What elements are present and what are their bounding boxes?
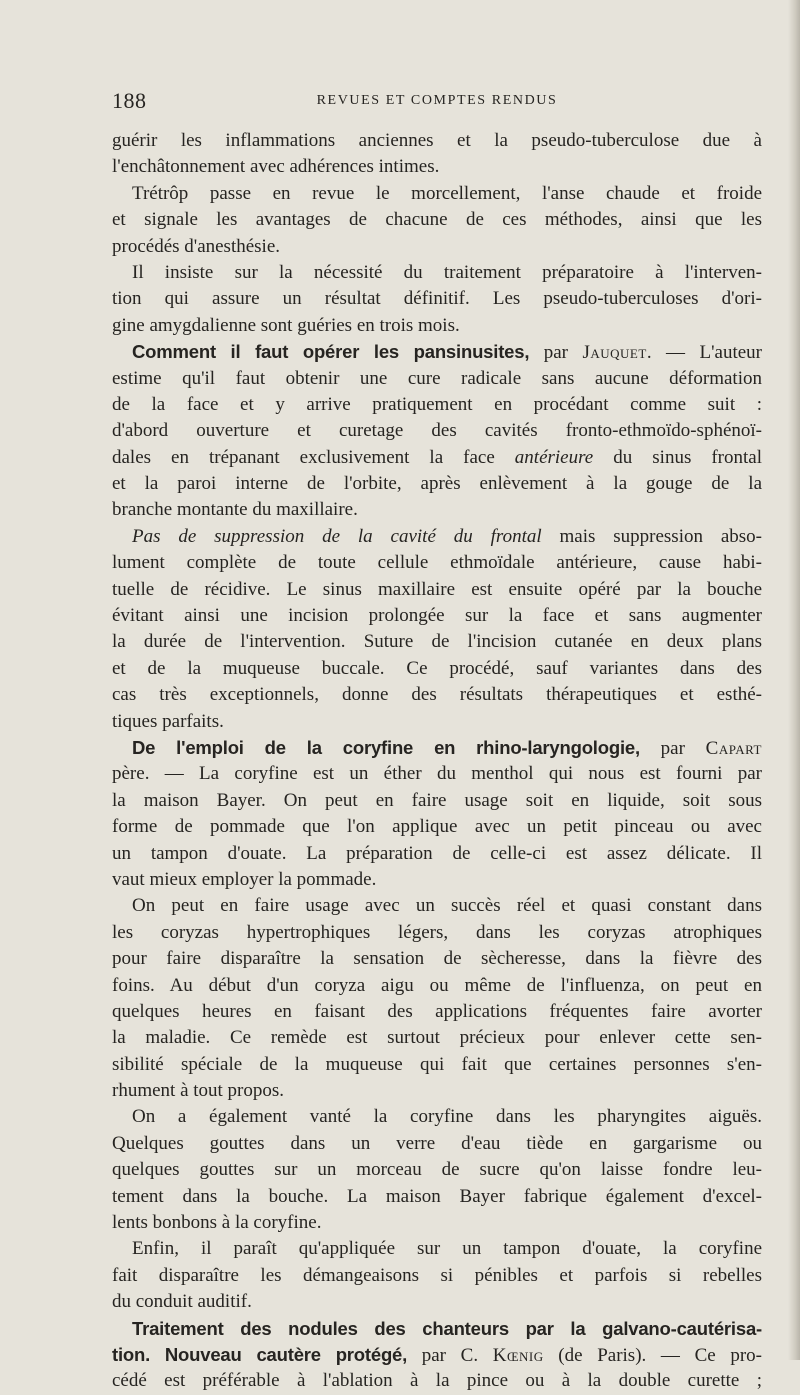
text-line (112, 788, 762, 814)
text-segment: et signale les avantages de chacune de ces méthodes, ainsi que les (112, 209, 762, 231)
text-line (112, 814, 762, 840)
text-segment: par (639, 737, 706, 759)
text-segment: rhument à tout propos. (112, 1080, 285, 1102)
text-segment: On a également vanté la coryfine dans les pharyngites aiguës. (132, 1106, 762, 1128)
text-segment: du sinus frontal (593, 446, 762, 468)
author-name: Kœnig (492, 1344, 544, 1366)
text-line (112, 392, 762, 418)
text-line (112, 973, 762, 999)
page-edge (788, 0, 800, 1360)
text-segment: branche montante du maxillaire. (112, 499, 358, 521)
text-segment: d'abord ouverture et curetage des cavités fronto-ethmoïdo-sphénoï- (112, 420, 762, 442)
text-segment: On peut en faire usage avec un succès réel et quasi constant dans (132, 895, 762, 917)
text-line (112, 603, 762, 629)
text-line (112, 1236, 762, 1262)
text-line (112, 761, 762, 787)
text-line (112, 471, 762, 497)
text-segment: de la face et y arrive pratiquement en procédant comme suit : (112, 393, 762, 415)
text-segment: évitant ainsi une incision prolongée sur la face et sans augmenter (112, 605, 762, 627)
text-line (112, 1184, 762, 1210)
text-segment: Il insiste sur la nécessité du traitement préparatoire à l'interven- (132, 261, 762, 283)
text-line (112, 841, 762, 867)
text-segment: quelques heures en faisant des applications fréquentes faire avorter (112, 1000, 762, 1022)
author-name: Capart (705, 737, 762, 759)
text-segment: foins. Au début d'un coryza aigu ou même de l'influenza, on peut en (112, 974, 762, 996)
text-line (112, 1342, 762, 1368)
text-segment: estime qu'il faut obtenir une cure radicale sans aucune déformation (112, 367, 762, 389)
text-line (112, 577, 762, 603)
page-number: 188 (112, 88, 147, 113)
text-segment: par C. (407, 1344, 493, 1366)
page-header (112, 88, 762, 118)
text-segment: un tampon d'ouate. La préparation de celle-ci est assez délicate. Il (112, 842, 762, 864)
text-segment: fait disparaître les démangeaisons si pénibles et parfois si rebelles (112, 1264, 762, 1286)
text-segment: sibilité spéciale de la muqueuse qui fait que certaines personnes s'en- (112, 1053, 762, 1075)
text-line (112, 550, 762, 576)
text-segment: et de la muqueuse buccale. Ce procédé, sauf variantes dans des (112, 657, 762, 679)
text-segment: dales en trépanant exclusivement la face (112, 446, 515, 468)
text-segment: lument complète de toute cellule ethmoïdale antérieure, cause habi- (112, 552, 762, 574)
emphasis-text: antérieure (514, 446, 594, 468)
text-line (112, 1289, 762, 1315)
text-line (112, 128, 762, 154)
text-segment: la maison Bayer. On peut en faire usage soit en liquide, soit sous (112, 789, 762, 811)
text-segment: par (529, 342, 583, 364)
text-line (112, 656, 762, 682)
text-line (112, 1316, 762, 1342)
text-line (112, 181, 762, 207)
text-segment: vaut mieux employer la pommade. (112, 868, 377, 890)
text-segment: les coryzas hypertrophiques légers, dans les coryzas atrophiques (112, 921, 762, 943)
text-line (112, 1104, 762, 1130)
text-segment: gine amygdalienne sont guéries en trois mois. (112, 314, 460, 336)
text-line (112, 339, 762, 365)
text-segment: guérir les inflammations anciennes et la pseudo-tuberculose due à (112, 130, 762, 151)
text-line (112, 999, 762, 1025)
text-segment: pour faire disparaître la sensation de sècheresse, dans la fièvre des (112, 948, 762, 970)
text-line (112, 1025, 762, 1051)
text-segment: Trétrôp passe en revue le morcellement, l'anse chaude et froide (132, 182, 762, 204)
text-segment: forme de pommade que l'on applique avec un petit pinceau ou avec (112, 816, 762, 838)
text-line (112, 1210, 762, 1236)
section-heading: De l'emploi de la coryfine en rhino-laryngologie, (132, 736, 640, 758)
text-segment: tement dans la bouche. La maison Bayer fabrique également d'excel- (112, 1185, 762, 1207)
text-segment: mais suppression abso- (541, 525, 762, 547)
emphasis-text: Pas de suppression de la cavité du frontal (132, 525, 542, 547)
text-line (112, 524, 762, 550)
body-text (112, 128, 762, 1395)
text-line (112, 1078, 762, 1104)
text-segment: père. — La coryfine est un éther du menthol qui nous est fourni par (112, 763, 762, 785)
text-line (112, 946, 762, 972)
text-line (112, 709, 762, 735)
text-line (112, 920, 762, 946)
author-name: Jauquet (582, 342, 647, 364)
text-line (112, 366, 762, 392)
text-segment: lents bonbons à la coryfine. (112, 1212, 322, 1234)
text-line (112, 207, 762, 233)
text-line (112, 313, 762, 339)
text-line (112, 629, 762, 655)
text-line (112, 234, 762, 260)
text-segment: la durée de l'intervention. Suture de l'incision cutanée en deux plans (112, 631, 762, 653)
text-segment: cédé est préférable à l'ablation à la pince ou à la double curette ; (112, 1370, 762, 1392)
text-line (112, 1263, 762, 1289)
section-heading: Comment il faut opérer les pansinusites, (132, 341, 530, 363)
text-line (112, 260, 762, 286)
text-segment: la maladie. Ce remède est surtout précieux pour enlever cette sen- (112, 1027, 762, 1049)
text-segment: Enfin, il paraît qu'appliquée sur un tampon d'ouate, la coryfine (132, 1238, 762, 1260)
text-segment: cas très exceptionnels, donne des résultats thérapeutiques et esthé- (112, 684, 762, 706)
text-segment: l'enchâtonnement avec adhérences intimes. (112, 156, 440, 178)
text-segment: du conduit auditif. (112, 1291, 252, 1313)
text-line (112, 1131, 762, 1157)
text-line (112, 867, 762, 893)
text-line (112, 1157, 762, 1183)
text-segment: tion qui assure un résultat définitif. Les pseudo-tuberculoses d'ori- (112, 288, 762, 310)
text-segment: procédés d'anesthésie. (112, 235, 281, 257)
text-segment: et la paroi interne de l'orbite, après enlèvement à la gouge de la (112, 473, 762, 495)
text-segment: tiques parfaits. (112, 710, 224, 732)
text-segment: quelques gouttes sur un morceau de sucre qu'on laisse fondre leu- (112, 1159, 762, 1181)
text-segment: tuelle de récidive. Le sinus maxillaire est ensuite opéré par la bouche (112, 578, 762, 600)
text-line (112, 735, 762, 761)
text-line (112, 445, 762, 471)
text-line (112, 682, 762, 708)
section-heading: Traitement des nodules des chanteurs par la galvano-cautérisa- (132, 1317, 762, 1339)
section-heading: tion. Nouveau cautère protégé, (112, 1343, 408, 1365)
text-line (112, 497, 762, 523)
text-line (112, 154, 762, 180)
text-line (112, 1052, 762, 1078)
running-head: REVUES ET COMPTES RENDUS (316, 93, 558, 108)
text-segment: Quelques gouttes dans un verre d'eau tiède en gargarisme ou (112, 1132, 762, 1154)
text-line (112, 893, 762, 919)
text-line (112, 286, 762, 312)
text-segment: . — L'auteur (646, 342, 762, 364)
text-line (112, 1368, 762, 1394)
text-segment: (de Paris). — Ce pro- (543, 1344, 762, 1366)
text-line (112, 418, 762, 444)
